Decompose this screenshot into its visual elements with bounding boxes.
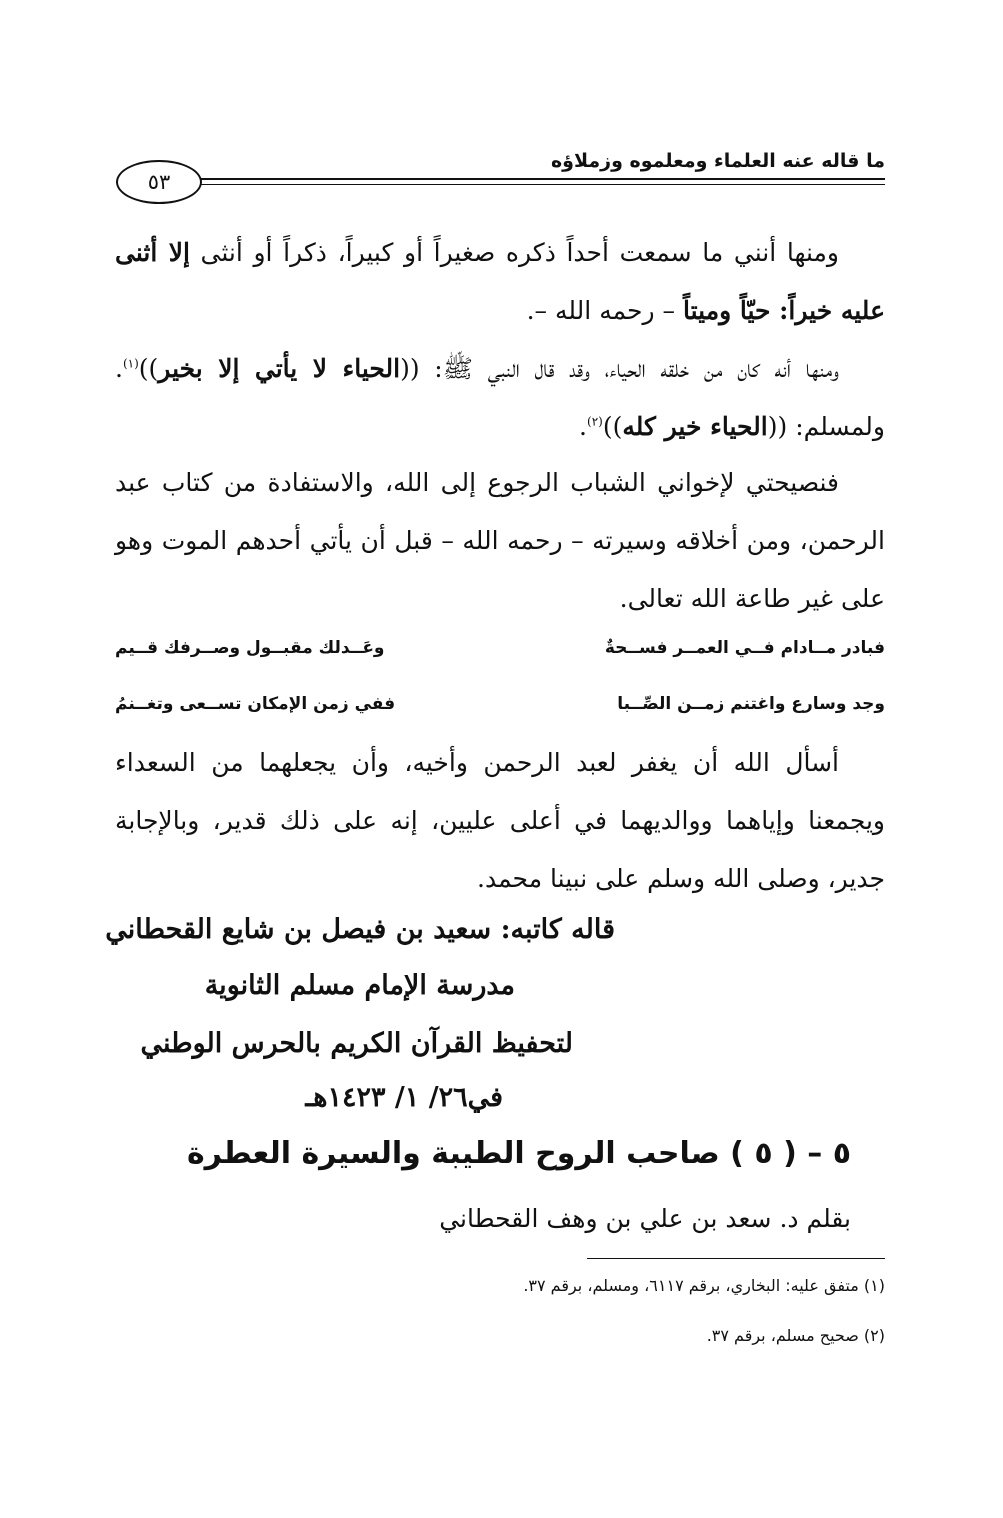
paragraph-1-bold: إلا أثنى عليه خيراً: حيّاً وميتاً: [115, 238, 885, 325]
footnote-1: (١) متفق عليه: البخاري، برقم ٦١١٧، ومسلم، برقم ٣٧.: [523, 1276, 885, 1295]
hadith-quote-1: الحياء لا يأتي إلا بخير: [158, 354, 401, 383]
paragraph-3-text: فنصيحتي لإخواني الشباب الرجوع إلى الله، والاستفادة من كتاب عبد الرحمن، ومن أخلاقه وسيرته – رحمه الله – قبل أن يأتي أحدهم الموت وهو على غير طاعة الله تعالى.: [115, 468, 885, 613]
signature-author: قاله كاتبه: سعيد بن فيصل بن شايع القحطاني: [105, 914, 615, 945]
page-number: ٥٣: [147, 170, 171, 194]
footnote-rule: [587, 1258, 885, 1259]
quote-close-2: )): [602, 412, 623, 441]
poem-line-1: [115, 620, 885, 676]
paragraph-1: [115, 224, 885, 340]
running-header-title: ما قاله عنه العلماء ومعلموه وزملاؤه: [550, 150, 885, 172]
section-byline: بقلم د. سعد بن علي بن وهف القحطاني: [439, 1204, 851, 1233]
footnote-2: (٢) صحيح مسلم، برقم ٣٧.: [706, 1326, 885, 1345]
poem: [115, 620, 885, 732]
poem-line-2-first-hemistich: وجد وسارع واغتنم زمــن الصِّــبا: [617, 694, 885, 714]
signature-school: مدرسة الإمام مسلم الثانوية: [204, 970, 515, 1001]
signature-date: في٢٦/ ١/ ١٤٢٣هـ: [305, 1082, 503, 1113]
page-number-badge: [116, 160, 202, 204]
paragraph-3: [115, 454, 885, 628]
footnote-ref-2[interactable]: (٢): [587, 414, 603, 429]
paragraph-2-text: ومنها أنه كان من خلقه الحياء، وقد قال النبي ﷺ: ((: [400, 354, 839, 383]
section-heading: ٥ – ( ٥ ) صاحب الروح الطيبة والسيرة العطرة: [186, 1136, 851, 1171]
paragraph-1-text: ومنها أنني ما سمعت أحداً ذكره صغيراً أو كبيراً، ذكراً أو أنثى: [189, 238, 839, 267]
paragraph-2-mid: . ولمسلم: ((: [115, 354, 885, 441]
poem-line-1-second-hemistich: وعَــدلك مقبــول وصــرفك قــيم: [115, 638, 385, 658]
header-rule: [196, 178, 885, 185]
paragraph-2-tail: .: [579, 412, 587, 441]
paragraph-4-text: أسأل الله أن يغفر لعبد الرحمن وأخيه، وأن يجعلهما من السعداء ويجمعنا وإياهما ووالديهما في أعلى عليين، إنه على ذلك قدير، وبالإجابة جدير، وصلى الله وسلم على نبينا محمد.: [115, 748, 885, 893]
paragraph-4: [115, 734, 885, 908]
poem-line-2: [115, 676, 885, 732]
quote-close-1: )): [138, 354, 159, 383]
paragraph-2: [115, 340, 885, 456]
paragraph-1-tail: – رحمه الله –.: [526, 296, 683, 325]
hadith-quote-2: الحياء خير كله: [622, 412, 768, 441]
poem-line-1-first-hemistich: فبادر مــادام فــي العمــر فســحةٌ: [604, 638, 885, 658]
poem-line-2-second-hemistich: ففي زمن الإمكان تســعى وتغــنمُ: [115, 694, 396, 714]
footnote-ref-1[interactable]: (١): [122, 356, 139, 371]
signature-school-subtitle: لتحفيظ القرآن الكريم بالحرس الوطني: [140, 1028, 573, 1059]
